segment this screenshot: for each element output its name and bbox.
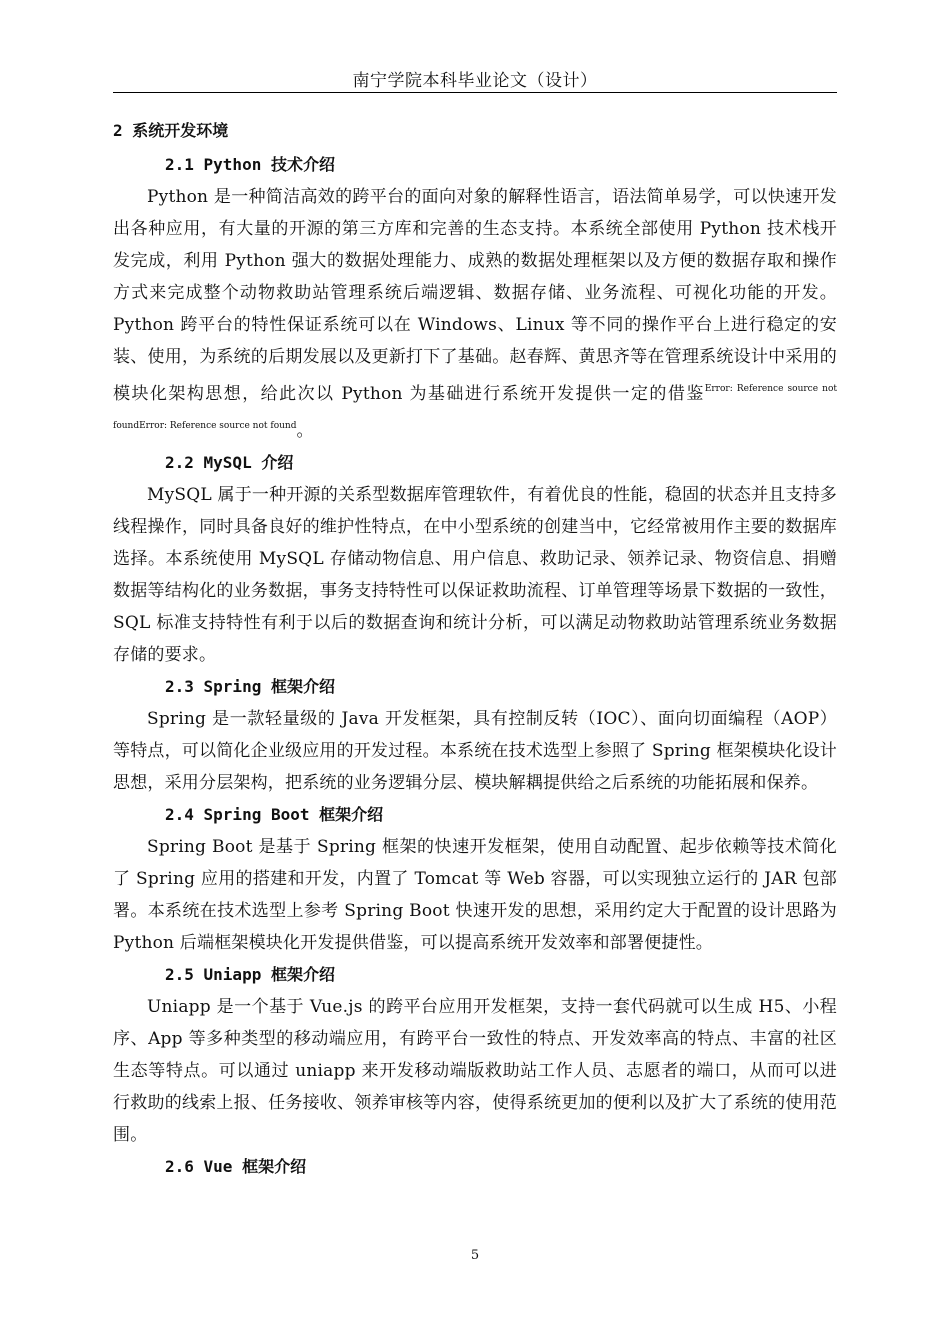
chapter-heading: 2 系统开发环境 (113, 121, 229, 140)
page-content (113, 117, 837, 1183)
header-rule (113, 92, 837, 93)
section-heading-2-6: 2.6 Vue 框架介绍 (165, 1157, 307, 1176)
section-heading-2-1: 2.1 Python 技术介绍 (165, 155, 335, 174)
section-body-2-1 (113, 181, 837, 447)
section-heading-2-3: 2.3 Spring 框架介绍 (165, 677, 335, 696)
page-number: 5 (470, 1248, 480, 1263)
section-body-2-1-text: Python 是一种简洁高效的跨平台的面向对象的解释性语言，语法简单易学，可以快速开发出各种应用，有大量的开源的第三方库和完善的生态支持。本系统全部使用 Python 技术栈开发完成，利用 Python 强大的数据处理能力、成熟的数据处理框架以及方便的数据存取和操作方式来完成整个动物救助站管理系统后端逻辑、数据存储、业务流程、可视化功能的开发。Python 跨平台的特性保证系统可以在 Windows、Linux 等不同的操作平台上进行稳定的安装、使用，为系统的后期发展以及更新打下了基础。赵春辉、黄思齐等在管理系统设计中采用的模块化架构思想，给此次以 Python 为基础进行系统开发提供一定的借鉴 (113, 187, 837, 404)
section-heading-2-2: 2.2 MySQL 介绍 (165, 453, 294, 472)
page-header-title: 南宁学院本科毕业论文（设计） (352, 71, 598, 91)
section-body-2-1-tail: 。 (296, 421, 314, 441)
section-heading-2-5: 2.5 Uniapp 框架介绍 (165, 965, 335, 984)
section-body-2-4: Spring Boot 是基于 Spring 框架的快速开发框架，使用自动配置、起步依赖等技术简化了 Spring 应用的搭建和开发，内置了 Tomcat 等 Web 容器，可以实现独立运行的 JAR 包部署。本系统在技术选型上参考 Spring Boot 快速开发的思想，采用约定大于配置的设计思路为 Python 后端框架模块化开发提供借鉴，可以提高系统开发效率和部署便捷性。 (113, 837, 837, 953)
section-heading-2-4: 2.4 Spring Boot 框架介绍 (165, 805, 384, 824)
section-body-2-2: MySQL 属于一种开源的关系型数据库管理软件，有着优良的性能，稳固的状态并且支持多线程操作，同时具备良好的维护性特点，在中小型系统的创建当中，它经常被用作主要的数据库选择。本系统使用 MySQL 存储动物信息、用户信息、救助记录、领养记录、物资信息、捐赠数据等结构化的业务数据，事务支持特性可以保证救助流程、订单管理等场景下数据的一致性，SQL 标准支持特性有利于以后的数据查询和统计分析，可以满足动物救助站管理系统业务数据存储的要求。 (113, 485, 837, 665)
reference-error-note: Error: Reference source not foundError: Reference source not found (113, 384, 837, 431)
section-body-2-3: Spring 是一款轻量级的 Java 开发框架，具有控制反转（IOC）、面向切面编程（AOP）等特点，可以简化企业级应用的开发过程。本系统在技术选型上参照了 Spring 框架模块化设计思想，采用分层架构，把系统的业务逻辑分层、模块解耦提供给之后系统的功能拓展和保养。 (113, 709, 837, 793)
section-body-2-5: Uniapp 是一个基于 Vue.js 的跨平台应用开发框架，支持一套代码就可以生成 H5、小程序、App 等多种类型的移动端应用，有跨平台一致性的特点、开发效率高的特点、丰富的社区生态等特点。可以通过 uniapp 来开发移动端版救助站工作人员、志愿者的端口，从而可以进行救助的线索上报、任务接收、领养审核等内容，使得系统更加的便利以及扩大了系统的使用范围。 (113, 997, 837, 1145)
